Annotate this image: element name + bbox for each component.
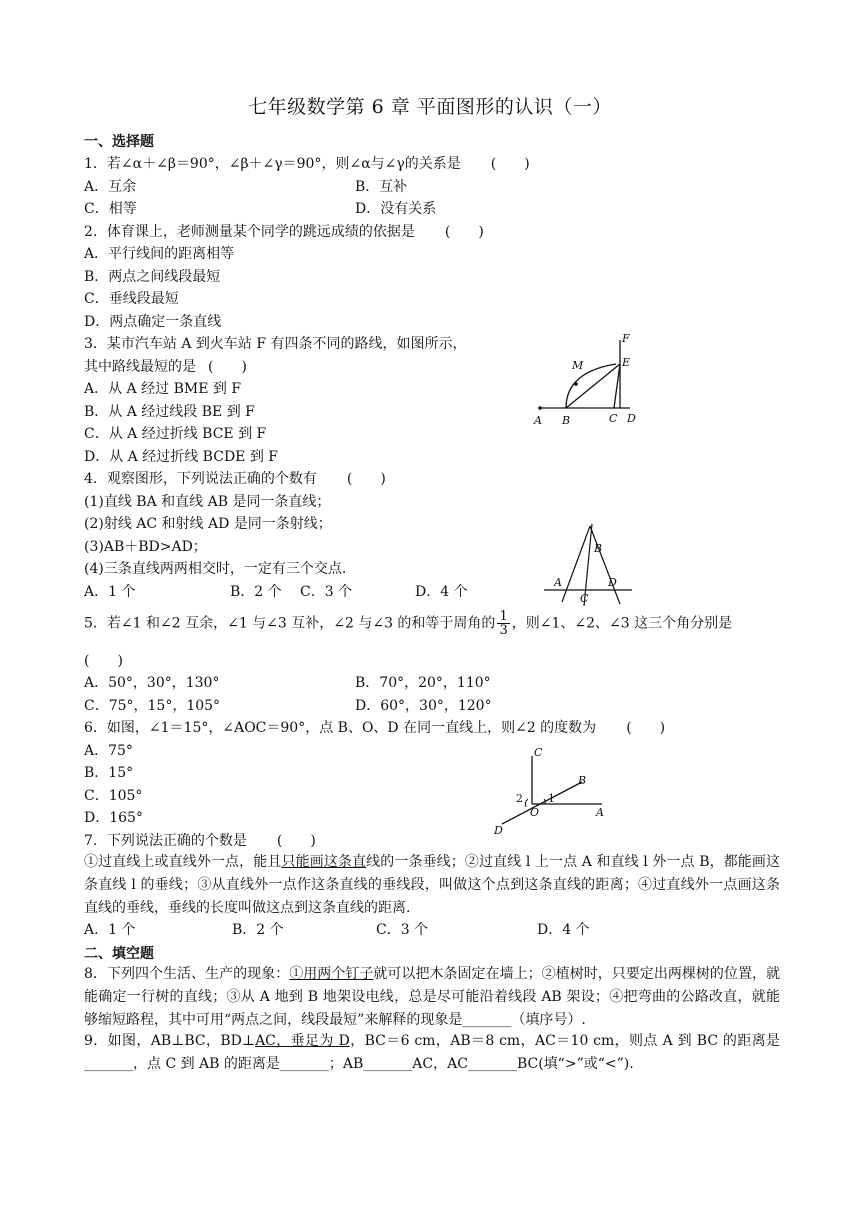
- q3-label-M: M: [572, 359, 584, 372]
- q5-fraction-denominator: 3: [499, 623, 508, 638]
- q4-stem: [84, 469, 386, 489]
- q9-pre: 9．如图，AB⊥BC，BD⊥: [84, 1033, 256, 1049]
- q2-option-b: B．两点之间线段最短: [84, 269, 221, 285]
- q5-stem: [84, 610, 732, 637]
- q1-option-b: B．互补: [355, 179, 408, 195]
- q9-post: ，BC＝6 cm，AB＝8 cm，AC＝10 cm，则点 A 到 BC 的距离是_______，点 C 到 AB 的距离是_______；AB_______AC，AC_______BC(填“>”或“<”).: [84, 1033, 780, 1072]
- q3-label-A: A: [534, 414, 542, 427]
- q4-label-C: C: [580, 592, 589, 605]
- q6-option-d: D．165°: [84, 810, 143, 826]
- q4-statement-4: (4)三条直线两两相交时，一定有三个交点.: [84, 561, 347, 577]
- q2-stem: [84, 222, 484, 242]
- q4-lines-figure: [540, 522, 640, 608]
- q6-angle-figure: [490, 744, 620, 836]
- q8-question: [84, 963, 780, 1032]
- q3-route-figure: [528, 332, 648, 432]
- q5-stem-pre: 5．若∠1 和∠2 互余，∠1 与∠3 互补，∠2 与∠3 的和等于周角的: [84, 615, 496, 632]
- q1-stem-text: 1．若∠α＋∠β＝90°，∠β＋∠γ＝90°，则∠α与∠γ的关系是: [84, 156, 461, 172]
- q5-option-d: D．60°，30°，120°: [355, 698, 492, 714]
- q6-label-1: 1: [548, 792, 555, 805]
- q4-stem-text: 4．观察图形，下列说法正确的个数有: [84, 471, 317, 487]
- q1-option-d: D．没有关系: [355, 201, 437, 217]
- q3-answer-paren: ( ): [208, 359, 247, 375]
- q6-label-D: D: [494, 824, 503, 836]
- q7-option-c: C．3 个: [376, 922, 429, 938]
- q3-stem-line1: 3．某市汽车站 A 到火车站 F 有四条不同的路线，如图所示，: [84, 336, 467, 352]
- page-title: 七年级数学第 6 章 平面图形的认识（一）: [248, 96, 612, 118]
- q2-stem-text: 2．体育课上，老师测量某个同学的跳远成绩的依据是: [84, 224, 415, 240]
- q3-stem-text: 其中路线最短的是: [84, 359, 196, 375]
- section-heading-choice: 一、选择题: [84, 134, 154, 150]
- q6-answer-paren: ( ): [626, 720, 666, 736]
- q3-label-B: B: [562, 414, 571, 427]
- q2-answer-paren: ( ): [444, 224, 484, 240]
- q6-option-c: C．105°: [84, 788, 143, 804]
- q5-fraction: [497, 610, 509, 637]
- q2-option-d: D．两点确定一条直线: [84, 314, 222, 330]
- q7-option-d: D．4 个: [537, 922, 590, 938]
- q7-body-part1: ①过直线上或直线外一点，能且: [84, 854, 282, 870]
- q5-stem-post: ，则∠1、∠2、∠3 这三个角分别是: [511, 615, 733, 632]
- q6-option-a: A．75°: [84, 743, 133, 759]
- q3-option-a: A．从 A 经过 BME 到 F: [84, 381, 242, 397]
- q3-option-d: D．从 A 经过折线 BCDE 到 F: [84, 449, 279, 465]
- q4-answer-paren: ( ): [346, 471, 386, 487]
- q7-answer-paren: ( ): [276, 833, 316, 849]
- q9-underlined: AC，垂足为 D: [255, 1033, 350, 1049]
- q3-label-D: D: [627, 412, 636, 425]
- q3-option-b: B．从 A 经过线段 BE 到 F: [84, 404, 255, 420]
- q6-label-2: 2: [516, 792, 523, 805]
- q6-label-B: B: [578, 774, 587, 787]
- q2-option-a: A．平行线间的距离相等: [84, 246, 235, 262]
- q6-label-O: O: [530, 806, 540, 819]
- q6-stem-text: 6．如图，∠1＝15°，∠AOC＝90°，点 B、O、D 在同一直线上，则∠2 的度数为: [84, 720, 597, 736]
- q4-label-D: D: [608, 576, 617, 589]
- q7-body-underlined: 只能画这条直: [281, 854, 367, 870]
- q1-answer-paren: ( ): [490, 156, 530, 172]
- q7-stem: [84, 831, 316, 851]
- q6-stem: [84, 718, 665, 738]
- q2-option-c: C．垂线段最短: [84, 291, 179, 307]
- q4-option-b: B．2 个: [230, 584, 282, 600]
- q5-option-c: C．75°，15°，105°: [84, 698, 221, 714]
- q3-label-C: C: [609, 412, 618, 425]
- q6-label-A: A: [596, 806, 604, 819]
- q1-option-a: A．互余: [84, 179, 137, 195]
- q4-option-c: C．3 个: [300, 584, 353, 600]
- q5-option-b: B．70°，20°，110°: [355, 675, 491, 691]
- q6-option-b: B．15°: [84, 765, 134, 781]
- q4-statement-1: (1)直线 BA 和直线 AB 是同一条直线；: [84, 494, 331, 510]
- q4-option-a: A．1 个: [84, 584, 136, 600]
- q1-stem: [84, 154, 530, 174]
- q8-pre: 8．下列四个生活、生产的现象：: [84, 966, 290, 982]
- q5-option-a: A．50°，30°，130°: [84, 675, 220, 691]
- q4-statement-2: (2)射线 AC 和射线 AD 是同一条射线；: [84, 516, 332, 532]
- q3-option-c: C．从 A 经过折线 BCE 到 F: [84, 426, 267, 442]
- q7-option-a: A．1 个: [84, 922, 136, 938]
- q5-fraction-numerator: 1: [499, 609, 508, 624]
- q3-stem-line2: [84, 357, 247, 377]
- q4-label-A: A: [554, 576, 562, 589]
- q7-stem-text: 7．下列说法正确的个数是: [84, 833, 247, 849]
- q7-option-b: B．2 个: [232, 922, 284, 938]
- q7-body-part2: 线的一条垂线；②过直线 l 上一点 A 和直线 l 外一点 B，都能画这条直线 l 的垂线；③从直线外一点作这条直线的垂线段，叫做这个点到这条直线的距离；④过直线外一点画这条直线的垂线，垂线的长度叫做这点到这条直线的距离.: [84, 854, 781, 916]
- q3-label-E: E: [622, 356, 631, 369]
- section-heading-fill: 二、填空题: [84, 946, 154, 962]
- q4-statement-3: (3)AB＋BD>AD；: [84, 539, 207, 555]
- q7-statements: [84, 851, 780, 920]
- q9-question: [84, 1030, 780, 1076]
- q3-label-F: F: [622, 332, 630, 345]
- q4-label-B: B: [594, 542, 603, 555]
- q6-label-C: C: [534, 746, 543, 759]
- q5-answer-paren: ( ): [84, 653, 123, 669]
- q4-option-d: D．4 个: [415, 584, 468, 600]
- q1-option-c: C．相等: [84, 201, 137, 217]
- q8-post: 就可以把木条固定在墙上；②植树时，只要定出两棵树的位置，就能确定一行树的直线；③从 A 地到 B 地架设电线，总是尽可能沿着线段 AB 架设；④把弯曲的公路改直，就能够缩短路程，其中可用“两点之间，线段最短”来解释的现象是_______（填序号）.: [84, 966, 781, 1028]
- q8-underlined: ①用两个钉子: [289, 966, 374, 982]
